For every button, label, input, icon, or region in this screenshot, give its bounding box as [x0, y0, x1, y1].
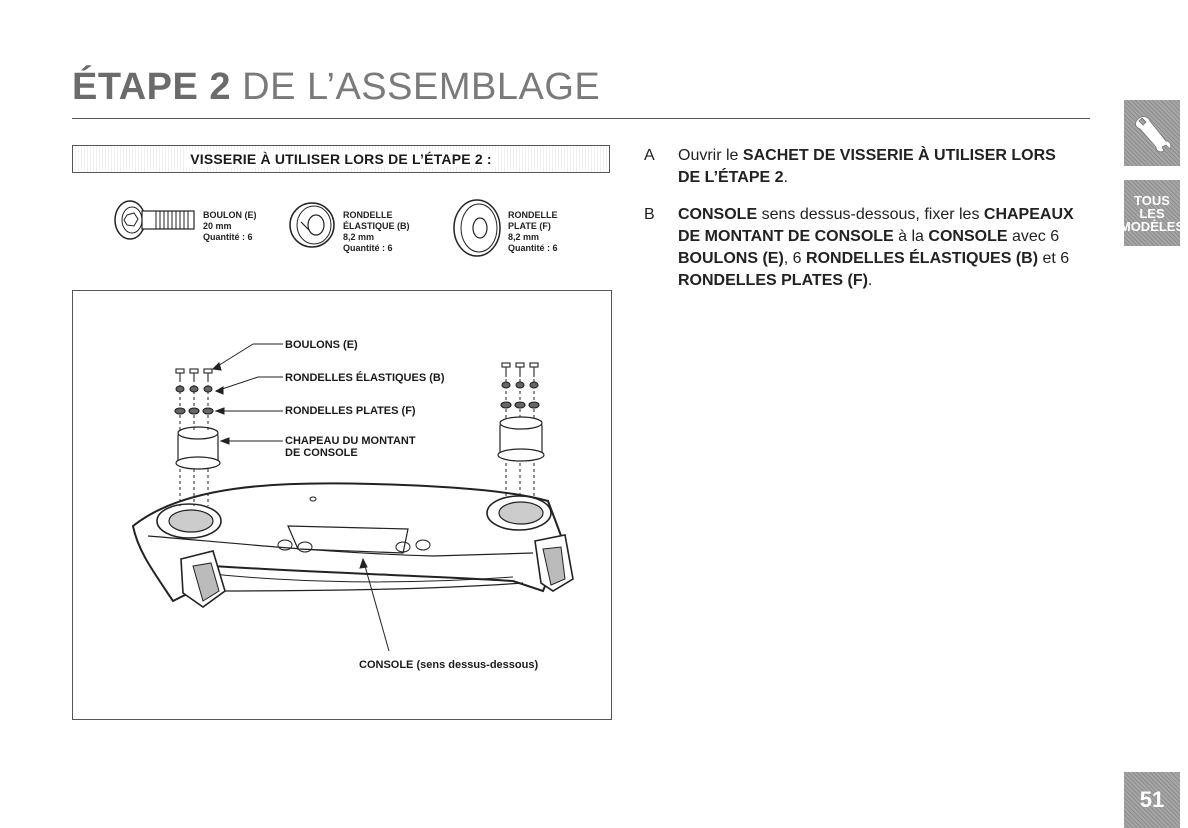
all-models-tab[interactable]: TOUS LES MODÈLES — [1124, 180, 1180, 246]
instruction-a-letter: A — [644, 147, 655, 164]
title-bold: ÉTAPE 2 — [72, 66, 232, 108]
bolt-icon — [112, 198, 200, 242]
callout-console-cap: CHAPEAU DU MONTANT DE CONSOLE — [285, 435, 416, 459]
hardware-header — [72, 145, 610, 173]
flat-washer-icon — [451, 198, 503, 258]
wrench-icon — [1130, 111, 1174, 155]
tools-tab[interactable] — [1124, 100, 1180, 166]
callout-console: CONSOLE (sens dessus-dessous) — [359, 659, 539, 671]
flat-washer-label: RONDELLE PLATE (F) 8,2 mm Quantité : 6 — [508, 210, 558, 253]
title-rest: DE L’ASSEMBLAGE — [242, 66, 601, 108]
page-number: 51 — [1124, 772, 1180, 828]
title-divider — [72, 118, 1090, 119]
callout-bolts: BOULONS (E) — [285, 339, 358, 351]
lock-washer-label: RONDELLE ÉLASTIQUE (B) 8,2 mm Quantité : 6 — [343, 210, 410, 253]
lock-washer-icon — [287, 200, 337, 250]
assembly-diagram — [72, 290, 612, 720]
callout-lock-washers: RONDELLES ÉLASTIQUES (B) — [285, 372, 445, 384]
console-illustration — [73, 291, 613, 721]
instruction-a-text: Ouvrir le SACHET DE VISSERIE À UTILISER LORS DE L’ÉTAPE 2. — [678, 147, 1056, 186]
instruction-b-text: CONSOLE sens dessus-dessous, fixer les CHAPEAUX DE MONTANT DE CONSOLE à la CONSOLE avec 6 BOULONS (E), 6 RONDELLES ÉLASTIQUES (B) et 6 RONDELLES PLATES (F). — [678, 206, 1074, 289]
bolt-label: BOULON (E) 20 mm Quantité : 6 — [203, 210, 257, 242]
callout-flat-washers: RONDELLES PLATES (F) — [285, 405, 416, 417]
page-title — [72, 66, 600, 109]
instruction-b-letter: B — [644, 206, 655, 223]
hardware-header-text: VISSERIE À UTILISER LORS DE L’ÉTAPE 2 : — [186, 151, 496, 167]
